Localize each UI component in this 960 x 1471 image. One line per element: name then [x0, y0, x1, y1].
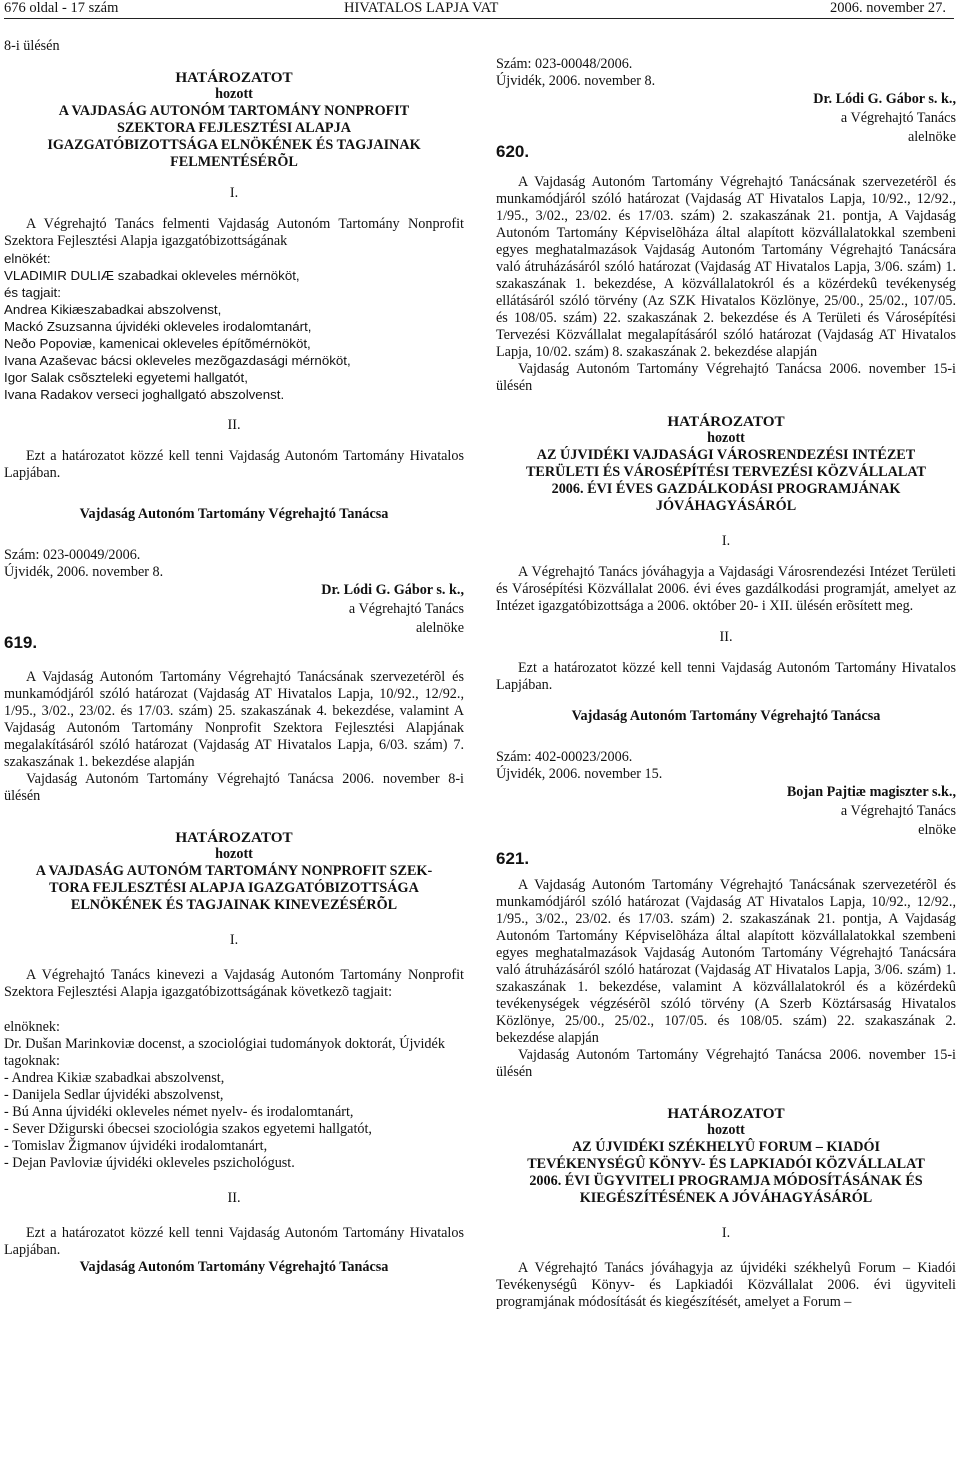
- section-numeral: I.: [721, 533, 731, 549]
- paragraph: Vajdaság Autonóm Tartomány Végrehajtó Tanácsa 2006. november 15-i ülésén: [496, 1047, 956, 1080]
- list-item: Ivana Radakov verseci joghallgató abszolvenst.: [4, 387, 285, 402]
- decision-title-line: AZ ÚJVIDÉKI SZÉKHELYÛ FORUM – KIADÓI: [571, 1139, 881, 1155]
- paragraph: A Vajdaság Autonóm Tartomány Végrehajtó Tanácsának szervezetérõl és munkamódjáról szóló határozat (Vajdaság AT Hivatalos Lapja, 10/92., 12/92., 1/95., 3/02., 23/02. és 17/03. szám) 25. szakaszának 4. bekezdése, valamint A Vajdaság Autonóm Tartomány Nonprofit Szektora Fejlesztési Alapjának megalakításáról szóló határozat (Vajdaság AT Hivatalos Lapja, 6/03. szám) 7. szakaszának 1. bekezdése alapján: [4, 669, 464, 770]
- signature-block: [496, 90, 956, 147]
- appointed-members-list: [4, 1070, 464, 1172]
- signatory-role: a Végrehajtó Tanács: [840, 803, 956, 819]
- list-item: - Tomislav Žigmanov újvidéki irodalomtanárt,: [4, 1138, 268, 1154]
- decision-title-line: ELNÖKÉNEK ÉS TAGJAINAK KINEVEZÉSÉRÕL: [70, 897, 398, 913]
- label: tagoknak:: [4, 1053, 60, 1069]
- paragraph: Vajdaság Autonóm Tartomány Végrehajtó Tanácsa 2006. november 8-i ülésén: [4, 771, 464, 804]
- hozott-label: hozott: [215, 846, 253, 862]
- label: elnöknek:: [4, 1019, 60, 1035]
- paragraph: Ezt a határozatot közzé kell tenni Vajdaság Autonóm Tartomány Hivatalos Lapjában.: [4, 1225, 464, 1258]
- decision-number: 620.: [496, 142, 530, 161]
- place-date: Újvidék, 2006. november 8.: [496, 73, 656, 89]
- dismissed-members-list: [4, 250, 464, 403]
- signature-block: [496, 783, 956, 840]
- paragraph: A Végrehajtó Tanács jóváhagyja a Vajdasági Városrendezési Intézet Területi és Városépítési Közvállalat 2006. évi éves gazdálkodási programját, amelyet az Intézet igazgatóbizottsága a 2006. október 20- i XII. ülésén erõsített meg.: [496, 564, 956, 614]
- list-item: és tagjait:: [4, 285, 61, 300]
- decision-title-line: TEVÉKENYSÉGÛ KÖNYV- ÉS LAPKIADÓI KÖZVÁLLALAT: [527, 1156, 925, 1172]
- list-item: Ivana Azaševac bácsi okleveles mezõgazdasági mérnököt,: [4, 353, 351, 368]
- reference-number: Szám: 023-00048/2006.: [496, 56, 633, 72]
- signatory-name: Bojan Pajtiæ magiszter s.k.,: [786, 784, 956, 800]
- session-line: 8-i ülésén: [4, 38, 60, 54]
- paragraph: A Vajdaság Autonóm Tartomány Végrehajtó Tanácsának szervezetérõl és munkamódjáról szóló határozat (Vajdaság AT Hivatalos Lapja, 10/92., 12/92., 1/95., 3/02., 23/02. és 17/03. szám) 2. szakaszának 21. pontja, A Vajdaság Autonóm Tartomány Képviselõháza által alapított közvállalatokkal szembeni egyes meghatalmazások Vajdaság Autonóm Tartomány Végrehajtó Tanácsára való átruházásáról szóló határozat (Vajdaság AT Hivatalos Lapja, 3/06. szám) 1. szakaszának 1. bekezdése, A közvállalatokról és a közérdekû tevékenység ellátásáról szóló törvény (Az SZK Hivatalos Közlönye, 25/00., 25/02., 107/05. és 108/05. szám) 22. szakaszának 2. bekezdése és A Területi és Városépítési Tervezési Közvállalat megalapításáról szóló határozat (Vajdaság AT Hivatalos Lapja, 10/02. szám) 8. szakaszának 2. bekezdése alapján: [496, 174, 956, 360]
- list-item: - Andrea Kikiæ szabadkai abszolvenst,: [4, 1070, 225, 1086]
- section-numeral: II.: [227, 417, 241, 433]
- hozott-label: hozott: [707, 1122, 745, 1138]
- decision-heading: HATÁROZATOT: [667, 413, 785, 430]
- paragraph: A Végrehajtó Tanács jóváhagyja az újvidéki székhelyû Forum – Kiadói Tevékenységû Könyv- és Lapkiadói Közvállalat 2006. évi ügyviteli programjának módosítását és kiegészítését, amelyet a Forum –: [496, 1260, 956, 1310]
- decision-title-line: 2006. ÉVI ÉVES GAZDÁLKODÁSI PROGRAMJÁNAK: [551, 481, 901, 497]
- list-item: - Sever Džigurski óbecsei szociológia szakos egyetemi hallgatót,: [4, 1121, 372, 1137]
- decision-title-line: 2006. ÉVI ÜGYVITELI PROGRAMJA MÓDOSÍTÁSÁNAK ÉS: [529, 1173, 923, 1189]
- issuer: Vajdaság Autonóm Tartomány Végrehajtó Tanácsa: [79, 1259, 389, 1275]
- decision-title-line: FELMENTÉSÉRÕL: [170, 154, 298, 170]
- decision-title-line: TORA FEJLESZTÉSI ALAPJA IGAZGATÓBIZOTTSÁGA: [49, 880, 419, 896]
- list-item: Igor Salak csõszteleki egyetemi hallgatót,: [4, 370, 248, 385]
- issue-date: 2006. november 27.: [830, 0, 946, 16]
- decision-title-line: A VAJDASÁG AUTONÓM TARTOMÁNY NONPROFIT: [58, 103, 410, 119]
- list-item: Andrea Kikiæszabadkai abszolvenst,: [4, 302, 222, 317]
- signature-block: [4, 581, 464, 638]
- section-numeral: I.: [721, 1225, 731, 1241]
- signatory-role: a Végrehajtó Tanács: [840, 110, 956, 126]
- journal-title: HIVATALOS LAPJA VAT: [344, 0, 499, 16]
- paragraph: A Végrehajtó Tanács kinevezi a Vajdaság Autonóm Tartomány Nonprofit Szektora Fejlesztési Alapja igazgatóbizottságának következõ tagjait:: [4, 967, 464, 1000]
- page-header: [4, 0, 950, 20]
- decision-heading: HATÁROZATOT: [667, 1105, 785, 1122]
- section-numeral: I.: [229, 932, 239, 948]
- signatory-title: alelnöke: [907, 129, 956, 145]
- reference-number: Szám: 402-00023/2006.: [496, 749, 633, 765]
- paragraph: A Vajdaság Autonóm Tartomány Végrehajtó Tanácsának szervezetérõl és munkamódjáról szóló határozat (Vajdaság AT Hivatalos Lapja, 10/92., 12/92., 1/95., 3/02., 23/02. és 17/03. szám) 2. szakaszának 21. pontja, A Vajdaság Autonóm Tartomány Képviselõháza által alapított közvállalatokkal szembeni egyes meghatalmazások Vajdaság Autonóm Tartomány Végrehajtó Tanácsára való átruházásáról szóló határozat (Vajdaság AT Hivatalos Lapja, 3/06. szám) 1. szakaszának 1. bekezdése, valamint A közvállalatokról és a közérdekû tevékenységek végzésérõl szóló törvény (A Szerb Köztársaság Hivatalos Közlönye, 25/00., 25/02., 107/05. és 108/05. szám) 22. szakaszának 2. bekezdése alapján: [496, 877, 956, 1046]
- decision-title-line: AZ ÚJVIDÉKI VAJDASÁGI VÁROSRENDEZÉSI INTÉZET: [536, 447, 916, 463]
- decision-title-line: KIEGÉSZÍTÉSÉNEK A JÓVÁHAGYÁSÁRÓL: [579, 1190, 873, 1206]
- page-number: 676 oldal - 17 szám: [4, 0, 119, 16]
- list-item: VLADIMIR DULIÆ szabadkai okleveles mérnököt,: [4, 268, 300, 283]
- decision-title-line: TERÜLETI ÉS VÁROSÉPÍTÉSI TERVEZÉSI KÖZVÁLLALAT: [525, 464, 927, 480]
- paragraph: A Végrehajtó Tanács felmenti Vajdaság Autonóm Tartomány Nonprofit Szektora Fejlesztési Alapja igazgatóbizottságának: [4, 216, 464, 249]
- paragraph: Ezt a határozatot közzé kell tenni Vajdaság Autonóm Tartomány Hivatalos Lapjában.: [496, 660, 956, 693]
- reference-number: Szám: 023-00049/2006.: [4, 547, 141, 563]
- decision-number: 619.: [4, 633, 38, 652]
- list-item: Mackó Zsuzsanna újvidéki okleveles irodalomtanárt,: [4, 319, 312, 334]
- issuer: Vajdaság Autonóm Tartomány Végrehajtó Tanácsa: [79, 506, 389, 522]
- list-item: Neðo Popoviæ, kamenicai okleveles építõmérnököt,: [4, 336, 311, 351]
- header-rule: [4, 18, 954, 19]
- list-item: elnökét:: [4, 251, 51, 266]
- place-date: Újvidék, 2006. november 8.: [4, 564, 164, 580]
- signatory-title: elnöke: [918, 822, 956, 838]
- decision-heading: HATÁROZATOT: [175, 69, 293, 86]
- section-numeral: I.: [229, 185, 239, 201]
- signatory-name: Dr. Lódi G. Gábor s. k.,: [321, 582, 464, 598]
- list-item: - Bú Anna újvidéki okleveles német nyelv- és irodalomtanárt,: [4, 1104, 354, 1120]
- section-numeral: II.: [719, 629, 733, 645]
- paragraph: Ezt a határozatot közzé kell tenni Vajdaság Autonóm Tartomány Hivatalos Lapjában.: [4, 448, 464, 481]
- decision-heading: HATÁROZATOT: [175, 829, 293, 846]
- decision-title-line: SZEKTORA FEJLESZTÉSI ALAPJA: [117, 120, 351, 136]
- issuer: Vajdaság Autonóm Tartomány Végrehajtó Tanácsa: [571, 708, 881, 724]
- left-column: [4, 38, 464, 1276]
- signatory-title: alelnöke: [415, 620, 464, 636]
- signatory-name: Dr. Lódi G. Gábor s. k.,: [813, 91, 956, 107]
- signatory-role: a Végrehajtó Tanács: [348, 601, 464, 617]
- hozott-label: hozott: [707, 430, 745, 446]
- decision-number: 621.: [496, 849, 530, 868]
- place-date: Újvidék, 2006. november 15.: [496, 766, 663, 782]
- decision-title-line: A VAJDASÁG AUTONÓM TARTOMÁNY NONPROFIT SZEK-: [35, 863, 433, 879]
- section-numeral: II.: [227, 1190, 241, 1206]
- decision-title-line: JÓVÁHAGYÁSÁRÓL: [655, 498, 797, 514]
- hozott-label: hozott: [215, 86, 253, 102]
- decision-title-line: IGAZGATÓBIZOTTSÁGA ELNÖKÉNEK ÉS TAGJAINAK: [47, 137, 421, 153]
- list-item: - Dejan Pavloviæ újvidéki okleveles pszichológust.: [4, 1155, 295, 1171]
- paragraph: Vajdaság Autonóm Tartomány Végrehajtó Tanácsa 2006. november 15-i ülésén: [496, 361, 956, 394]
- right-column: [496, 56, 956, 1311]
- list-item: Dr. Dušan Marinkoviæ docenst, a szociológiai tudományok doktorát, Újvidék: [4, 1036, 445, 1052]
- list-item: - Danijela Sedlar újvidéki abszolvenst,: [4, 1087, 224, 1103]
